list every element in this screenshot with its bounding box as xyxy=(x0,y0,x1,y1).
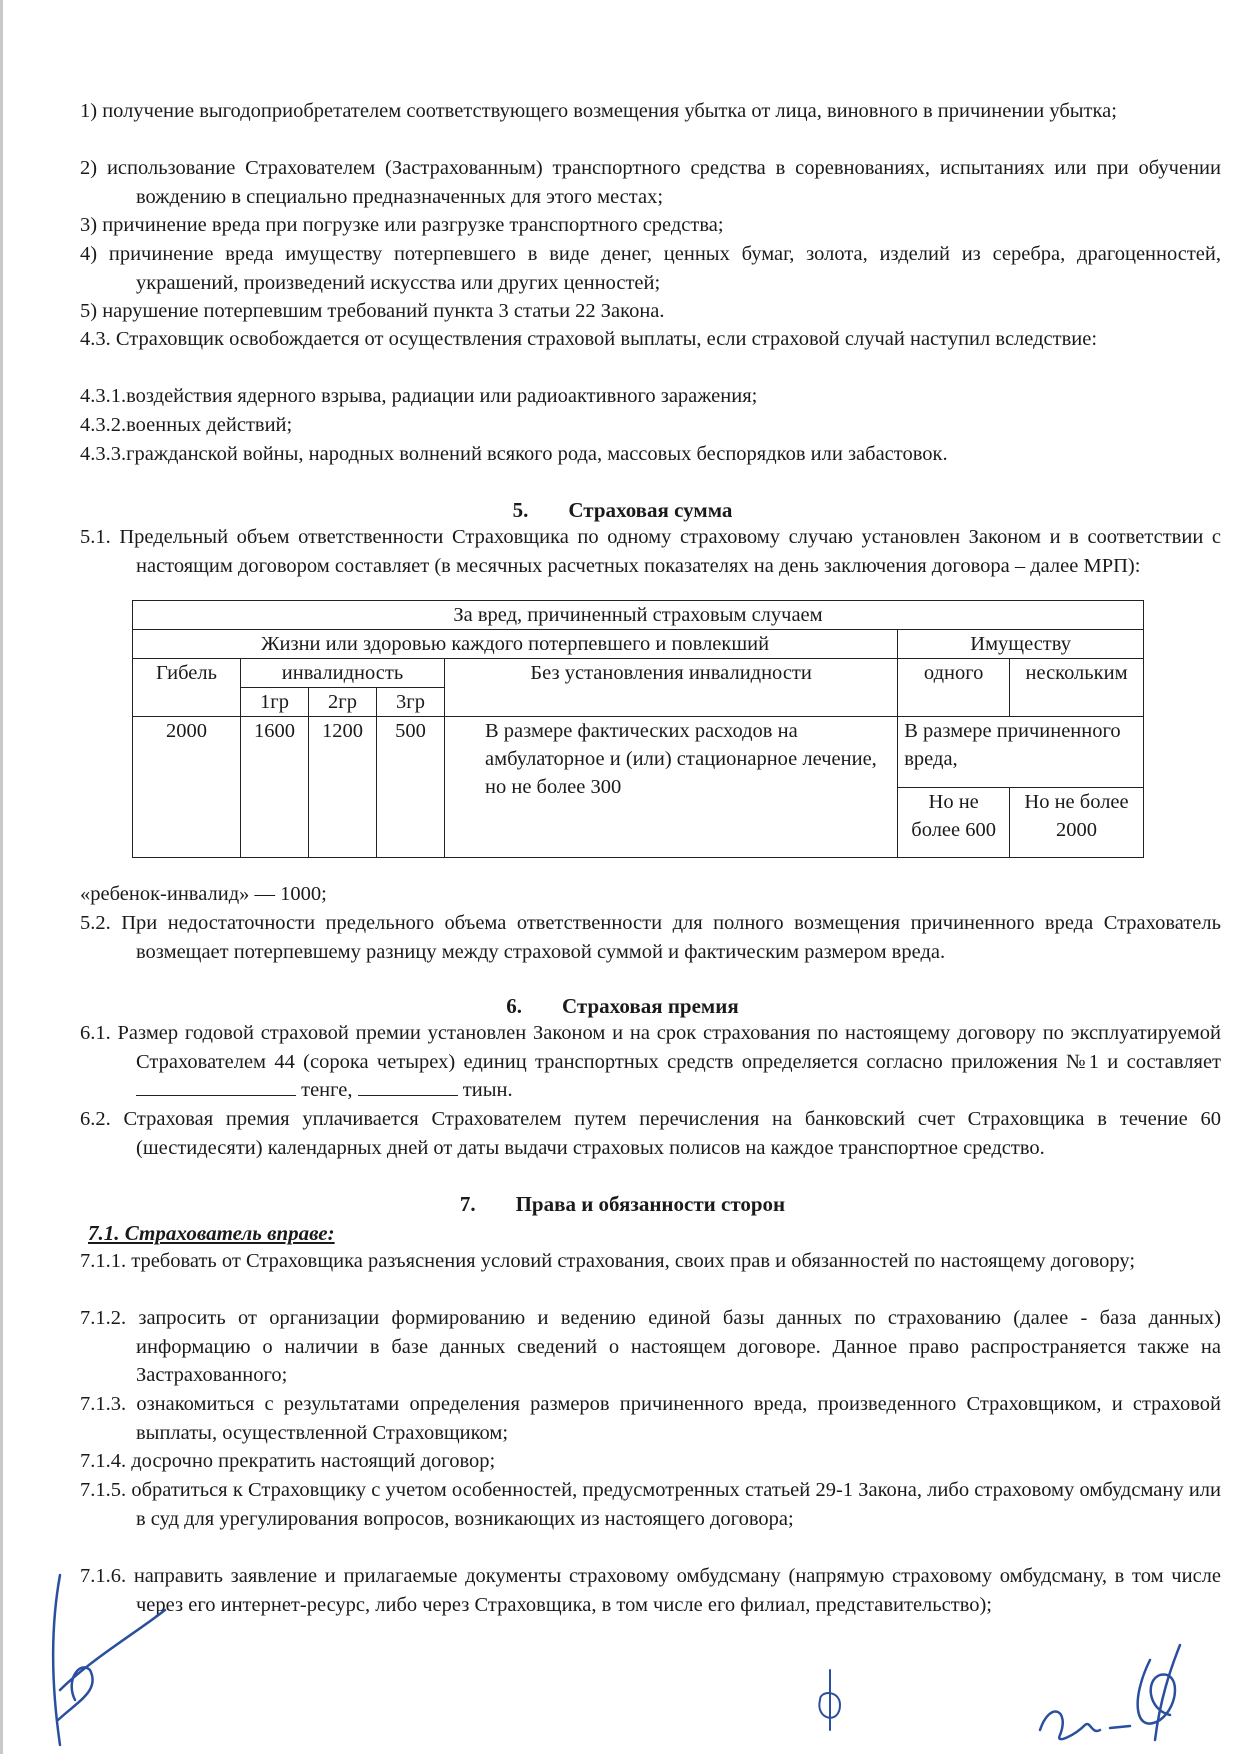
section-7-number: 7. xyxy=(459,1192,476,1216)
item-7-1-6: 7.1.6. направить заявление и прилагаемые документы страховому омбудсману (напрямую страховому омбудсману, в том числе через его интернет-ресурс, либо через Страховщика, в том числе его филиал, представительство); xyxy=(80,1565,1221,1616)
section-5-number: 5. xyxy=(512,498,529,522)
item-4-2-5: 5) нарушение потерпевшим требований пункта 3 статьи 22 Закона. xyxy=(80,300,665,322)
table-disability-header: инвалидность xyxy=(241,659,445,688)
table-one-value: Но не более 600 xyxy=(898,787,1010,858)
table-property-header: Имуществу xyxy=(898,630,1144,659)
table-g1-value: 1600 xyxy=(241,717,309,858)
child-disabled-note: «ребенок-инвалид» — 1000; xyxy=(80,883,327,905)
section-7-title: Права и обязанности сторон xyxy=(515,1192,786,1216)
paragraph-4-3: 4.3. Страховщик освобождается от осуществления страховой выплаты, если страховой случай наступил вследствие: xyxy=(80,328,1098,350)
section-5-heading xyxy=(80,496,1165,524)
item-7-1-2: 7.1.2. запросить от организации формированию и ведению единой базы данных по страхованию (далее - база данных) информацию о наличии в базе данных сведений о настоящем договоре. Данное право распространяется также на Застрахованного; xyxy=(80,1307,1221,1386)
initial-mark-icon xyxy=(805,1665,855,1735)
item-4-2-3: 3) причинение вреда при погрузке или разгрузке транспортного средства; xyxy=(80,214,724,236)
table-death-header: Гибель xyxy=(133,659,241,717)
item-4-2-4: 4) причинение вреда имуществу потерпевшего в виде денег, ценных бумаг, золота, изделий из серебра, драгоценностей, украшений, произведений искусства или других ценностей; xyxy=(80,243,1221,294)
section-6-title: Страховая премия xyxy=(562,994,739,1018)
paragraph-5-2: 5.2. При недостаточности предельного объема ответственности для полного возмещения причиненного вреда Страхователь возмещает потерпевшему разницу между страховой суммой и фактическим размером вреда. xyxy=(80,912,1221,963)
table-g2-header: 2гр xyxy=(309,688,377,717)
item-4-2-2: 2) использование Страхователем (Застрахованным) транспортного средства в соревнованиях, испытаниях или при обучении вождению в специально предназначенных для этого местах; xyxy=(80,157,1221,208)
table-one-header: одного xyxy=(898,659,1010,717)
tiyn-label: тиын. xyxy=(462,1079,513,1101)
paragraph-4-3-1: 4.3.1.воздействия ядерного взрыва, радиации или радиоактивного заражения; xyxy=(80,385,758,407)
table-g1-header: 1гр xyxy=(241,688,309,717)
section-6-number: 6. xyxy=(506,994,523,1018)
premium-tenge-blank xyxy=(136,1077,296,1096)
item-7-1-4: 7.1.4. досрочно прекратить настоящий договор; xyxy=(80,1450,496,1472)
section-6-heading xyxy=(80,992,1165,1020)
tenge-label: тенге, xyxy=(301,1079,353,1101)
table-no-disability-value: В размере фактических расходов на амбулаторное и (или) стационарное лечение, но не более 300 xyxy=(445,717,898,858)
table-g3-header: 3гр xyxy=(377,688,445,717)
scan-edge xyxy=(0,0,3,1754)
table-life-header: Жизни или здоровью каждого потерпевшего и повлекший xyxy=(133,630,898,659)
premium-tiyn-blank xyxy=(358,1077,458,1096)
paragraph-4-3-3: 4.3.3.гражданской войны, народных волнений всякого рода, массовых беспорядков или забастовок. xyxy=(80,443,948,465)
paragraph-5-1: 5.1. Предельный объем ответственности Страховщика по одному страховому случаю установлен Законом и в соответствии с настоящим договором составляет (в месячных расчетных показателях на день заключения договора – далее МРП): xyxy=(80,526,1221,577)
table-g2-value: 1200 xyxy=(309,717,377,858)
item-7-1-5: 7.1.5. обратиться к Страховщику с учетом особенностей, предусмотренных статьей 29-1 Закона, либо страховому омбудсману или в суд для урегулирования вопросов, возникающих из настоящего договора; xyxy=(80,1479,1221,1530)
table-g3-value: 500 xyxy=(377,717,445,858)
item-7-1-3: 7.1.3. ознакомиться с результатами определения размеров причиненного вреда, произведенного Страховщиком, и страховой выплаты, осуществленной Страховщиком; xyxy=(80,1393,1221,1444)
paragraph-4-3-2: 4.3.2.военных действий; xyxy=(80,414,293,436)
signature-right-icon xyxy=(1030,1640,1200,1750)
table-no-disability-header: Без установления инвалидности xyxy=(445,659,898,717)
paragraph-6-1 xyxy=(80,1019,1221,1105)
subsection-7-1-title: 7.1. Страхователь вправе: xyxy=(88,1221,335,1245)
table-header: За вред, причиненный страховым случаем xyxy=(133,601,1144,630)
item-4-2-1: 1) получение выгодоприобретателем соответствующего возмещения убытка от лица, виновного в причинении убытка; xyxy=(80,100,1117,122)
paragraph-6-2: 6.2. Страховая премия уплачивается Страхователем путем перечисления на банковский счет Страховщика в течение 60 (шестидесяти) календарных дней от даты выдачи страховых полисов на каждое транспортное средство. xyxy=(80,1108,1221,1159)
table-death-value: 2000 xyxy=(133,717,241,858)
liability-table xyxy=(132,600,1144,858)
signature-left-icon xyxy=(30,1570,170,1750)
item-7-1-1: 7.1.1. требовать от Страховщика разъяснения условий страхования, своих прав и обязанностей по настоящему договору; xyxy=(80,1250,1136,1272)
section-7-heading xyxy=(80,1190,1165,1218)
paragraph-6-1-text: 6.1. Размер годовой страховой премии установлен Законом и на срок страхования по настоящему договору по эксплуатируемой Страхователем 44 (сорока четырех) единиц транспортных средств определяется согласно приложения №1 и составляет xyxy=(80,1022,1221,1073)
section-5-title: Страховая сумма xyxy=(568,498,733,522)
table-property-value: В размере причиненного вреда, xyxy=(898,717,1144,788)
table-several-header: нескольким xyxy=(1010,659,1144,717)
table-several-value: Но не более 2000 xyxy=(1010,787,1144,858)
